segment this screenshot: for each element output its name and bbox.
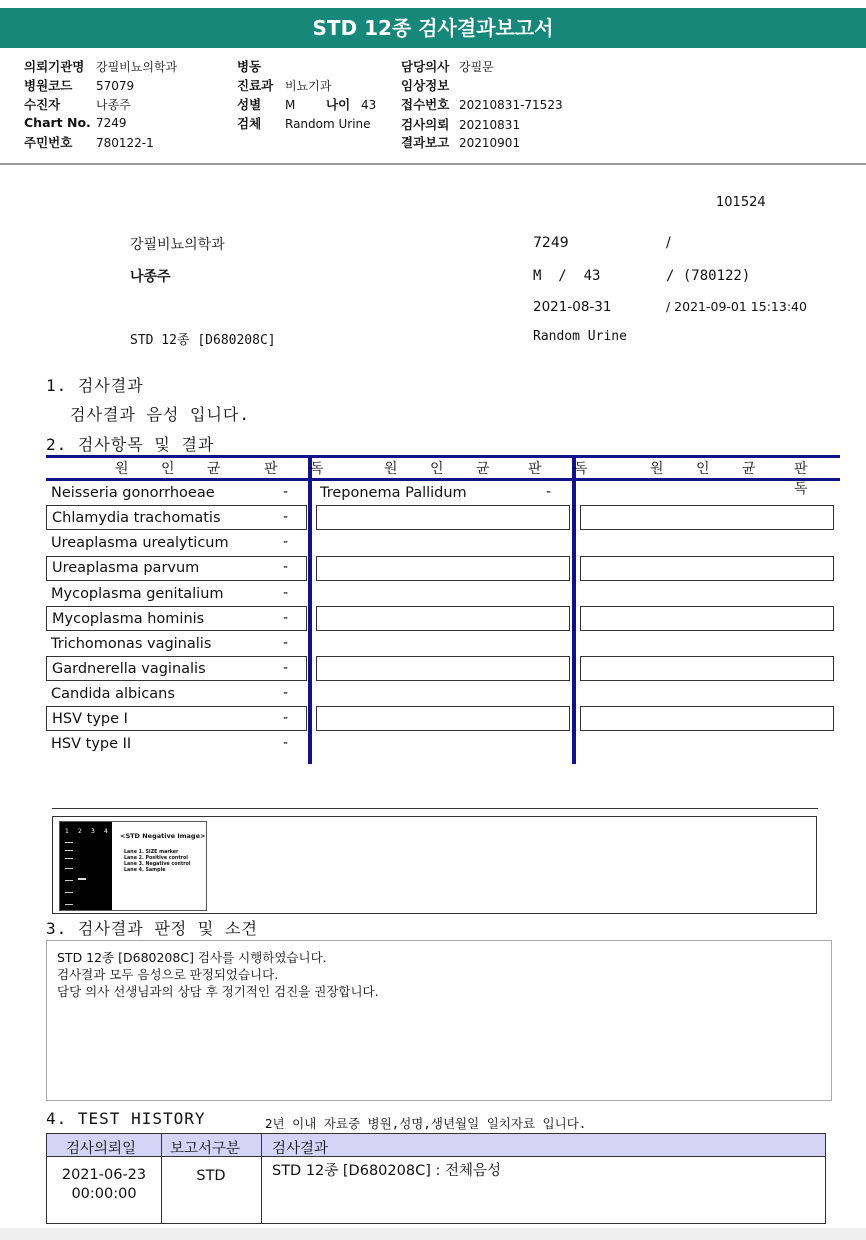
opinion-box xyxy=(46,940,832,1101)
header-row-clinic: 의뢰기관명 강필비뇨의학과 xyxy=(24,59,178,74)
pathogen-name: Candida albicans xyxy=(51,686,175,702)
pathogen-name: Ureaplasma urealyticum xyxy=(51,535,229,551)
header-row-department: 진료과 비뇨기과 xyxy=(237,78,332,93)
summary-clinic: 강필비뇨의학과 xyxy=(130,237,225,253)
empty-row-box xyxy=(580,505,834,530)
pathogen-name: Gardnerella vaginalis xyxy=(52,661,206,677)
pathogen-result: - xyxy=(283,509,289,525)
history-header-type: 보고서구분 xyxy=(170,1141,241,1157)
report-title: STD 12종 검사결과보고서 xyxy=(0,8,866,48)
empty-row-box xyxy=(580,706,834,731)
pathogen-name: Neisseria gonorrhoeae xyxy=(51,485,215,501)
page-footer-strip xyxy=(0,1228,866,1240)
grid-divider-1 xyxy=(308,455,312,764)
summary-slash: / xyxy=(666,235,671,251)
header-divider xyxy=(0,163,866,165)
header-row-age: 나이 43 xyxy=(326,97,377,112)
header-row-resident-no: 주민번호 780122-1 xyxy=(24,135,154,150)
section1-title: 1. 검사결과 xyxy=(46,376,144,395)
history-header xyxy=(47,1133,825,1157)
history-result: STD 12종 [D680208C] : 전체음성 xyxy=(272,1163,501,1179)
empty-row-box xyxy=(580,556,834,581)
grid-header-line xyxy=(46,478,840,481)
gel-dark-area: 1 2 3 4 xyxy=(60,822,112,910)
grid-header-result-1: 판 독 xyxy=(264,461,338,477)
header-row-hospital-code: 병원코드 57079 xyxy=(24,78,135,93)
pathogen-name: Mycoplasma hominis xyxy=(52,611,205,627)
section3-title: 3. 검사결과 판정 및 소견 xyxy=(46,919,258,938)
gel-image xyxy=(59,821,207,911)
pathogen-result: - xyxy=(283,735,289,751)
history-header-date: 검사의뢰일 xyxy=(66,1141,137,1157)
opinion-line: 담당 의사 선생님과의 상담 후 정기적인 검진을 권장합니다. xyxy=(57,984,379,999)
header-row-patient: 수진자 나종주 xyxy=(24,97,131,112)
pathogen-result: - xyxy=(283,660,289,676)
gel-title: <STD Negative Image> xyxy=(120,832,206,840)
empty-row-box xyxy=(316,656,570,681)
history-type: STD xyxy=(196,1168,226,1184)
opinion-line: 검사결과 모두 음성으로 판정되었습니다. xyxy=(57,967,279,982)
marker-band xyxy=(65,892,73,893)
summary-chart: 7249 xyxy=(533,235,569,251)
header-row-doctor: 담당의사 강필문 xyxy=(401,59,494,74)
history-table xyxy=(46,1133,826,1224)
header-row-ward: 병동 xyxy=(237,59,262,74)
report-number: 101524 xyxy=(716,195,766,210)
pathogen-name: HSV type I xyxy=(52,711,128,727)
marker-band xyxy=(65,868,73,869)
marker-band xyxy=(65,850,73,851)
history-date: 2021-06-23 00:00:00 xyxy=(61,1167,147,1202)
section2-title: 2. 검사항목 및 결과 xyxy=(46,435,215,454)
pathogen-result: - xyxy=(283,534,289,550)
grid-header-result-2: 판 독 xyxy=(528,461,602,477)
marker-band xyxy=(65,858,73,859)
summary-specimen: Random Urine xyxy=(533,329,627,344)
grid-header-pathogen-1: 원 인 균 xyxy=(115,461,235,477)
history-note: 2년 이내 자료중 병원,성명,생년월일 일치자료 입니다. xyxy=(265,1116,587,1131)
empty-row-box xyxy=(316,556,570,581)
empty-row-box xyxy=(316,706,570,731)
grid-header-result-3: 판 독 xyxy=(794,461,822,497)
header-row-report-date: 결과보고 20210901 xyxy=(401,135,521,150)
grid-header-pathogen-3: 원 인 균 xyxy=(650,461,770,477)
summary-test: STD 12종 [D680208C] xyxy=(130,333,276,348)
header-row-chart-no: Chart No. 7249 xyxy=(24,115,127,130)
section1-result: 검사결과 음성 입니다. xyxy=(70,405,251,424)
summary-sex-age: M / 43 xyxy=(533,268,601,284)
empty-row-box xyxy=(580,606,834,631)
summary-request-date: 2021-08-31 xyxy=(533,299,612,315)
summary-patient: 나종주 xyxy=(130,269,171,285)
pathogen-result: - xyxy=(283,559,289,575)
pathogen-name: Mycoplasma genitalium xyxy=(51,586,224,602)
control-band xyxy=(78,878,86,880)
gel-image-box xyxy=(52,816,817,914)
gel-legend: Lane 1. SIZE marker Lane 2. Positive control Lane 3. Negative control Lane 4. Sample xyxy=(124,850,191,873)
empty-row-box xyxy=(316,505,570,530)
empty-row-box xyxy=(316,606,570,631)
pathogen-name: Treponema Pallidum xyxy=(320,485,467,501)
summary-report-datetime: / 2021-09-01 15:13:40 xyxy=(666,299,807,314)
pathogen-name: Chlamydia trachomatis xyxy=(52,510,221,526)
pathogen-result: - xyxy=(546,484,552,500)
image-separator xyxy=(52,808,818,809)
header-row-receipt-no: 접수번호 20210831-71523 xyxy=(401,97,563,112)
pathogen-result: - xyxy=(283,710,289,726)
header-row-sex: 성별 M xyxy=(237,97,296,112)
section4-title: 4. TEST HISTORY xyxy=(46,1109,206,1128)
header-row-request-date: 검사의뢰 20210831 xyxy=(401,117,521,132)
header-row-specimen: 검체 Random Urine xyxy=(237,116,371,131)
empty-row-box xyxy=(580,656,834,681)
pathogen-result: - xyxy=(283,685,289,701)
header-row-clinical-info: 임상정보 xyxy=(401,78,450,93)
grid-header-pathogen-2: 원 인 균 xyxy=(384,461,504,477)
opinion-line: STD 12종 [D680208C] 검사를 시행하였습니다. xyxy=(57,950,327,965)
history-col-divider xyxy=(261,1133,262,1223)
marker-band xyxy=(65,904,73,905)
pathogen-result: - xyxy=(283,484,289,500)
pathogen-name: Trichomonas vaginalis xyxy=(51,636,212,652)
pathogen-result: - xyxy=(283,585,289,601)
pathogen-name: Ureaplasma parvum xyxy=(52,560,200,576)
grid-divider-2 xyxy=(572,455,576,764)
summary-birth: / (780122) xyxy=(666,268,751,284)
pathogen-name: HSV type II xyxy=(51,736,132,752)
history-header-result: 검사결과 xyxy=(272,1141,329,1157)
marker-band xyxy=(65,880,73,881)
pathogen-result: - xyxy=(283,610,289,626)
pathogen-result: - xyxy=(283,635,289,651)
marker-band xyxy=(65,842,73,843)
